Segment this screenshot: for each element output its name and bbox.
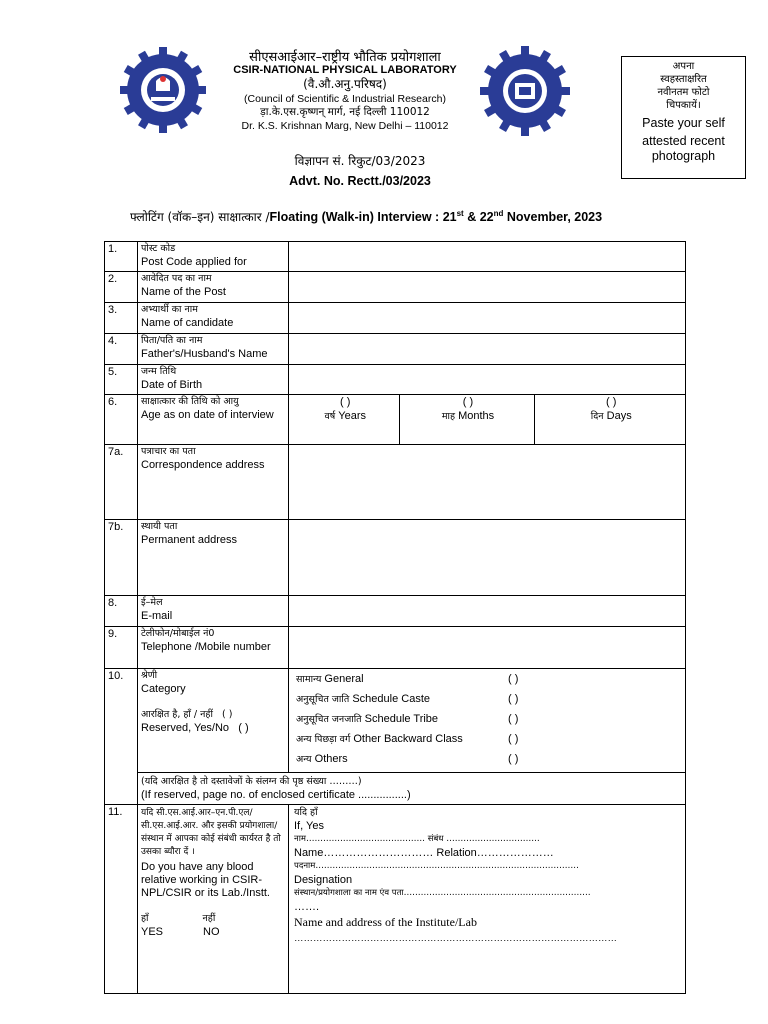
age-days[interactable] — [534, 395, 685, 444]
category-option-hindi: अनुसूचित जनजाति — [296, 714, 362, 725]
name-relation-field[interactable]: Name………………………… Relation………………… — [294, 847, 554, 859]
permanent-address-input[interactable] — [289, 520, 686, 596]
category-option-hindi: अन्य पिछड़ा वर्ग — [296, 734, 351, 745]
age-days-paren: ( ) — [606, 396, 617, 408]
age-years-paren: ( ) — [340, 396, 351, 408]
reserved-note: (If reserved, page no. of enclosed certificate ................) — [141, 789, 411, 801]
row-number: 3. — [105, 303, 138, 334]
interview-line — [130, 210, 690, 224]
years-label: Years — [338, 410, 367, 422]
field-label: E-mail — [141, 610, 173, 622]
category-checkbox[interactable]: ( ) — [508, 733, 519, 745]
reserved-hindi: आरक्षित है, हॉं / नहीं — [141, 709, 213, 720]
council-abbr-hindi: (वै.औ.अनु.परिषद) — [303, 77, 387, 91]
application-form — [104, 241, 686, 994]
interview-hindi: फ्लोटिंग (वॉक–इन) साक्षात्कार / — [130, 210, 270, 224]
field-label-hindi: पोस्ट कोड — [141, 243, 176, 254]
sup-st: st — [456, 208, 464, 218]
form-row — [105, 365, 686, 395]
age-months[interactable] — [399, 395, 534, 444]
no-option[interactable]: NO — [203, 926, 220, 938]
correspondence-address-input[interactable] — [289, 445, 686, 520]
category-checkbox[interactable]: ( ) — [508, 693, 519, 705]
field-label: Category — [141, 683, 186, 695]
form-row-age — [105, 395, 686, 445]
row-number: 8. — [105, 596, 138, 627]
interview-end: November, 2023 — [503, 210, 603, 224]
post-code-input[interactable] — [289, 242, 686, 272]
row-number: 9. — [105, 627, 138, 669]
form-row — [105, 242, 686, 272]
father-name-input[interactable] — [289, 334, 686, 365]
photo-box — [621, 56, 746, 179]
category-option: Schedule Caste — [352, 693, 430, 705]
field-label: Date of Birth — [141, 379, 203, 391]
category-option: General — [324, 673, 364, 685]
form-row-address — [105, 520, 686, 596]
photo-en-3: photograph — [651, 149, 716, 163]
reserved-paren-hi[interactable]: ( ) — [221, 709, 233, 720]
row-number: 5. — [105, 365, 138, 395]
category-checkbox[interactable]: ( ) — [508, 673, 519, 685]
category-option: Schedule Tribe — [364, 713, 439, 725]
interview-en: Floating (Walk-in) Interview : 21 — [269, 210, 457, 224]
category-checkbox[interactable]: ( ) — [508, 713, 519, 725]
field-label-hindi: टेलीफोन/मोबाईल नं0 — [141, 628, 215, 639]
field-label-hindi: स्थायी पता — [141, 521, 178, 532]
csir-logo — [118, 45, 208, 135]
row-number: 1. — [105, 242, 138, 272]
field-label-hindi: अभ्यार्थी का नाम — [141, 304, 198, 315]
address-hindi: ड़ा.के.एस.कृष्णन् मार्ग, नई दिल्ली 110012 — [260, 106, 430, 118]
row-number: 7a. — [105, 445, 138, 520]
field-label: Telephone /Mobile number — [141, 641, 271, 653]
form-row — [105, 272, 686, 303]
row-number: 7b. — [105, 520, 138, 596]
days-hindi: दिन — [590, 411, 604, 422]
field-label-hindi: ई–मेल — [141, 597, 163, 608]
form-row-address — [105, 445, 686, 520]
lab-name: CSIR-NATIONAL PHYSICAL LABORATORY — [233, 64, 457, 76]
post-name-input[interactable] — [289, 272, 686, 303]
photo-hi-2: स्वहस्ताक्षरित — [660, 74, 707, 85]
candidate-name-input[interactable] — [289, 303, 686, 334]
months-hindi: माह — [441, 411, 456, 422]
field-label: Name of the Post — [141, 286, 226, 298]
advt-number: Advt. No. Rectt./03/2023 — [289, 174, 431, 188]
email-input[interactable] — [289, 596, 686, 627]
telephone-input[interactable] — [289, 627, 686, 669]
institute-dots: ……. — [294, 901, 320, 913]
form-row — [105, 627, 686, 669]
age-years[interactable] — [289, 395, 399, 444]
field-label: Permanent address — [141, 534, 237, 546]
field-label-hindi: आवेदित पद का नाम — [141, 273, 212, 284]
field-label-hindi: श्रेणी — [141, 670, 158, 681]
if-yes-hindi: यदि हॉं — [294, 807, 318, 818]
institute-input[interactable]: ………………………………………………………………………………………… — [294, 933, 617, 944]
photo-hi-1: अपना — [672, 61, 695, 72]
institute-hindi[interactable]: संस्थान/प्रयोगशाला का नाम एंव पता………………………………………………………… — [294, 888, 591, 898]
photo-hi-4: चिपकायें। — [666, 100, 701, 111]
months-label: Months — [458, 410, 495, 422]
days-label: Days — [606, 410, 632, 422]
form-row-category — [105, 669, 686, 773]
relative-question: Do you have any blood relative working in CSIR-NPL/CSIR or its Lab./Instt. — [141, 861, 270, 899]
row-number: 2. — [105, 272, 138, 303]
field-label-hindi: जन्म तिथि — [141, 366, 177, 377]
dob-input[interactable] — [289, 365, 686, 395]
form-row-note — [105, 773, 686, 805]
category-option: Others — [314, 753, 348, 765]
designation-hindi[interactable]: पदनाम………………………………………………………………………………… — [294, 861, 579, 871]
category-option: Other Backward Class — [353, 733, 463, 745]
row-number: 10. — [105, 669, 138, 805]
relative-question-hindi: यदि सी.एस.आई.आर–एन.पी.एल/ सी.एस.आई.आर. और इसकी प्रयोगशाला/संस्थान में आपका कोई संबंधी कार्यरत है तो उसका ब्यौरा दें । — [141, 808, 281, 857]
lab-name-hindi: सीएसआईआर–राष्ट्रीय भौतिक प्रयोगशाला — [249, 50, 441, 65]
designation-label: Designation — [294, 874, 353, 886]
npl-logo — [479, 45, 571, 137]
yes-option[interactable]: YES — [141, 926, 164, 938]
field-label: Post Code applied for — [141, 256, 247, 268]
category-option-hindi: सामान्य — [296, 674, 322, 685]
row-number: 4. — [105, 334, 138, 365]
yes-hindi: हॉं — [141, 913, 149, 924]
years-hindi: वर्ष — [324, 411, 336, 422]
reserved-input[interactable]: ( ) — [238, 722, 249, 734]
reserved-note-hindi: (यदि आरक्षित है तो दस्तावेजों के संलग्न की पृष्ठ संख्या ………) — [141, 776, 362, 787]
advt-number-hindi: विज्ञापन सं. रिकुट/03/2023 — [294, 154, 426, 168]
form-row-relative — [105, 805, 686, 994]
if-yes: If, Yes — [294, 820, 324, 832]
category-options — [293, 672, 685, 772]
field-label-hindi: पिता/पति का नाम — [141, 335, 203, 346]
row-number: 6. — [105, 395, 138, 445]
photo-en-2: attested recent — [642, 134, 725, 148]
field-label: Age as on date of interview — [141, 409, 274, 421]
age-fields — [289, 395, 685, 444]
category-option-hindi: अनुसूचित जाति — [296, 694, 350, 705]
interview-mid: & 22 — [463, 210, 494, 224]
photo-hi-3: नवीनतम फोटो — [657, 87, 710, 98]
form-row — [105, 596, 686, 627]
category-option-hindi: अन्य — [296, 754, 312, 765]
address: Dr. K.S. Krishnan Marg, New Delhi – 110012 — [241, 120, 449, 132]
field-label: Father's/Husband's Name — [141, 348, 268, 360]
age-months-paren: ( ) — [462, 396, 474, 408]
field-label-hindi: पत्राचार का पता — [141, 446, 196, 457]
field-label: Name of candidate — [141, 317, 234, 329]
category-checkbox[interactable]: ( ) — [508, 753, 519, 765]
form-row — [105, 334, 686, 365]
no-hindi: नहीं — [202, 913, 216, 924]
name-relation-hindi[interactable]: नाम…………………………………… संबंध …………………………… — [294, 834, 540, 844]
field-label: Correspondence address — [141, 459, 265, 471]
sup-nd: nd — [493, 208, 504, 218]
form-row — [105, 303, 686, 334]
council-name: (Council of Scientific & Industrial Research) — [244, 93, 446, 105]
reserved-label: Reserved, Yes/No — [141, 722, 230, 734]
institute-label: Name and address of the Institute/Lab — [294, 915, 477, 929]
photo-en-1: Paste your self — [642, 116, 725, 130]
row-number: 11. — [105, 805, 138, 994]
field-label-hindi: साक्षात्कार की तिथि को आयु — [141, 396, 239, 407]
